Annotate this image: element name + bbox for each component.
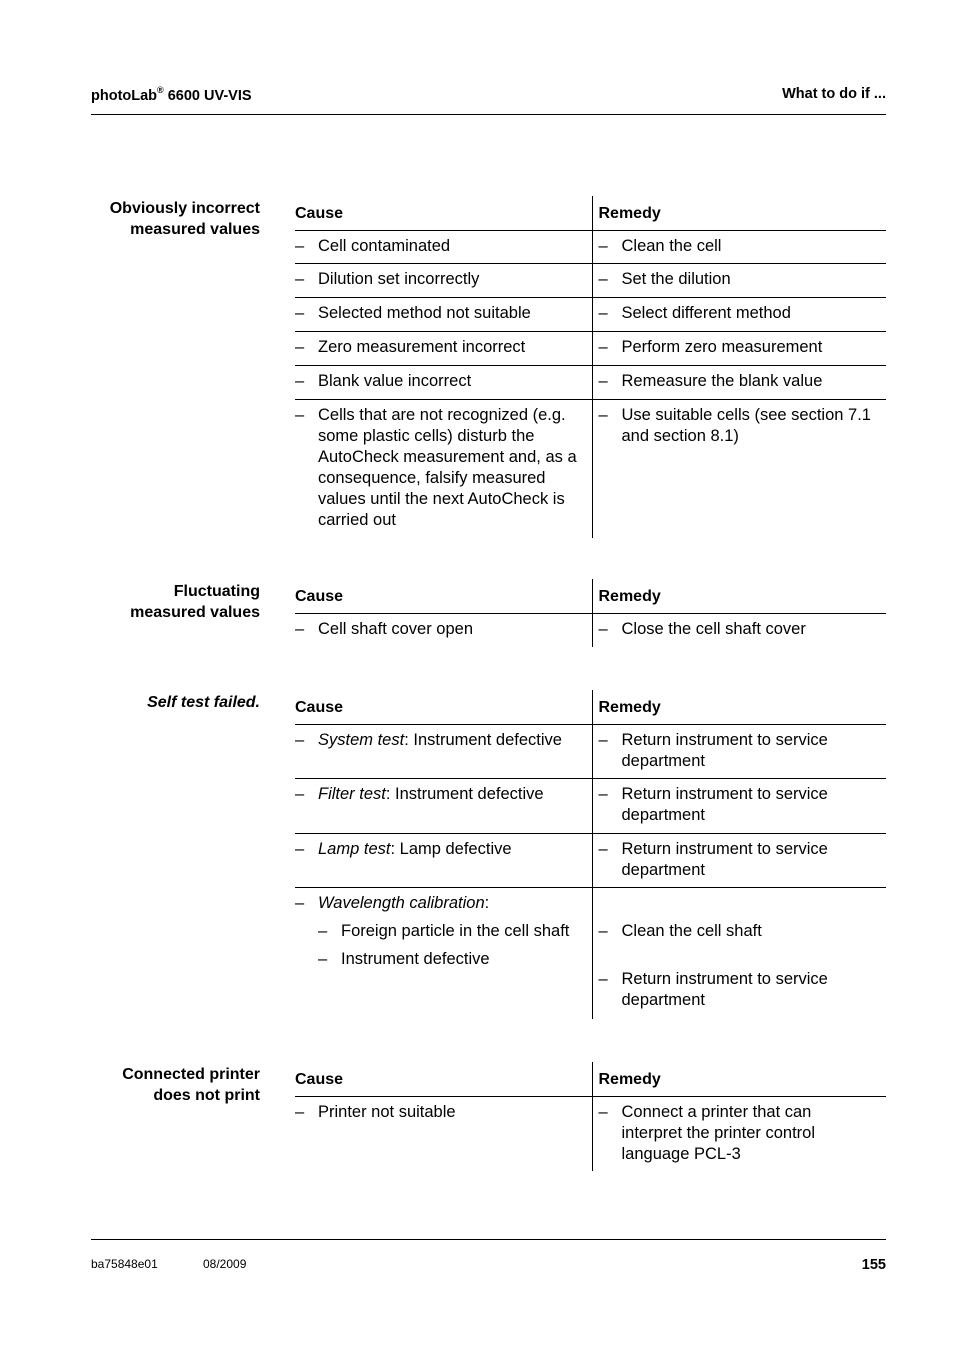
table-row: – Selected method not suitable – Select different method xyxy=(295,298,886,332)
page-number: 155 xyxy=(861,1257,886,1273)
page-header xyxy=(91,86,886,106)
remedy-text: Return instrument to service department xyxy=(621,731,828,770)
remedy-text: Select different method xyxy=(621,304,791,322)
table-row: – Cells that are not recognized (e.g. some plastic cells) disturb the AutoCheck measurement and, as a consequence, falsify measured values until the next AutoCheck is carried out – Use suitable cells (see section 7.1 and section 8.1) xyxy=(295,400,886,538)
cause-text: : Instrument defective xyxy=(404,731,562,749)
cause-text: Foreign particle in the cell shaft xyxy=(341,922,570,940)
table-self-test xyxy=(295,690,886,1019)
footer-rule xyxy=(91,1239,886,1240)
cause-text: : Instrument defective xyxy=(385,785,544,803)
test-name: Lamp test xyxy=(318,840,391,858)
table-row: – Cell shaft cover open – Close the cell shaft cover xyxy=(295,614,886,647)
cause-text: : Lamp defective xyxy=(390,840,512,858)
cause-text: Dilution set incorrectly xyxy=(318,270,480,288)
remedy-text: Close the cell shaft cover xyxy=(621,620,806,638)
section-label-self-test: Self test failed. xyxy=(147,694,260,711)
remedy-header: Remedy xyxy=(592,196,886,231)
cause-text: Zero measurement incorrect xyxy=(318,338,526,356)
table-row: – Dilution set incorrectly – Set the dilution xyxy=(295,264,886,298)
remedy-text: Return instrument to service department xyxy=(621,785,828,824)
cause-header: Cause xyxy=(295,196,592,231)
cause-header: Cause xyxy=(295,1062,592,1097)
header-rule xyxy=(91,114,886,115)
document-date: 08/2009 xyxy=(203,1257,247,1271)
cause-text: Printer not suitable xyxy=(318,1103,456,1121)
cause-text: Cell shaft cover open xyxy=(318,620,474,638)
table-row: – Blank value incorrect – Remeasure the blank value xyxy=(295,366,886,400)
table-row: – System test: Instrument defective – Return instrument to service department xyxy=(295,725,886,779)
table-row: – Printer not suitable – Connect a printer that can interpret the printer control language PCL-3 xyxy=(295,1097,886,1171)
remedy-text: Remeasure the blank value xyxy=(621,372,823,390)
cause-text: Instrument defective xyxy=(341,950,490,968)
remedy-header: Remedy xyxy=(592,1062,886,1097)
test-name: Wavelength calibration xyxy=(318,894,485,912)
table-row: – Filter test: Instrument defective – Return instrument to service department xyxy=(295,779,886,834)
table-fluctuating-values xyxy=(295,579,886,647)
remedy-text: Return instrument to service department xyxy=(621,970,828,1009)
cause-header: Cause xyxy=(295,579,592,614)
cause-text: Selected method not suitable xyxy=(318,304,531,322)
remedy-text: Clean the cell xyxy=(621,237,722,255)
cause-text: : xyxy=(484,894,490,912)
table-row: – Cell contaminated – Clean the cell xyxy=(295,231,886,264)
chapter-title: What to do if ... xyxy=(782,86,886,102)
section-label-fluctuating-values: Fluctuating measured values xyxy=(130,583,260,621)
remedy-text: Return instrument to service department xyxy=(621,840,828,879)
table-printer xyxy=(295,1062,886,1171)
test-name: Filter test xyxy=(318,785,386,803)
section-label-incorrect-values: Obviously incorrect measured values xyxy=(109,200,260,238)
cause-text: Cell contaminated xyxy=(318,237,451,255)
test-name: System test xyxy=(318,731,405,749)
section-label-printer: Connected printer does not print xyxy=(122,1066,260,1104)
document-id: ba75848e01 xyxy=(91,1257,158,1271)
remedy-text: Set the dilution xyxy=(621,270,731,288)
remedy-header: Remedy xyxy=(592,579,886,614)
page-footer xyxy=(91,1257,886,1277)
cause-text: Cells that are not recognized (e.g. some plastic cells) disturb the AutoCheck measurement and, as a consequence, falsify measured values until the next AutoCheck is carried out xyxy=(318,406,577,529)
cause-header: Cause xyxy=(295,690,592,725)
product-name: photoLab® 6600 UV-VIS xyxy=(91,85,252,104)
remedy-text: Connect a printer that can interpret the printer control language PCL-3 xyxy=(621,1103,816,1163)
table-row: – Lamp test: Lamp defective – Return instrument to service department xyxy=(295,834,886,888)
cause-text: Blank value incorrect xyxy=(318,372,472,390)
table-incorrect-values xyxy=(295,196,886,538)
remedy-text: Use suitable cells (see section 7.1 and section 8.1) xyxy=(621,406,871,445)
remedy-text: Perform zero measurement xyxy=(621,338,823,356)
remedy-header: Remedy xyxy=(592,690,886,725)
table-row: – Zero measurement incorrect – Perform zero measurement xyxy=(295,332,886,366)
remedy-text: Clean the cell shaft xyxy=(621,922,762,940)
table-row: – Wavelength calibration: – Foreign particle in the cell shaft – Instrument defective – Clean the cell shaft – Return instrument to service department xyxy=(295,888,886,1019)
